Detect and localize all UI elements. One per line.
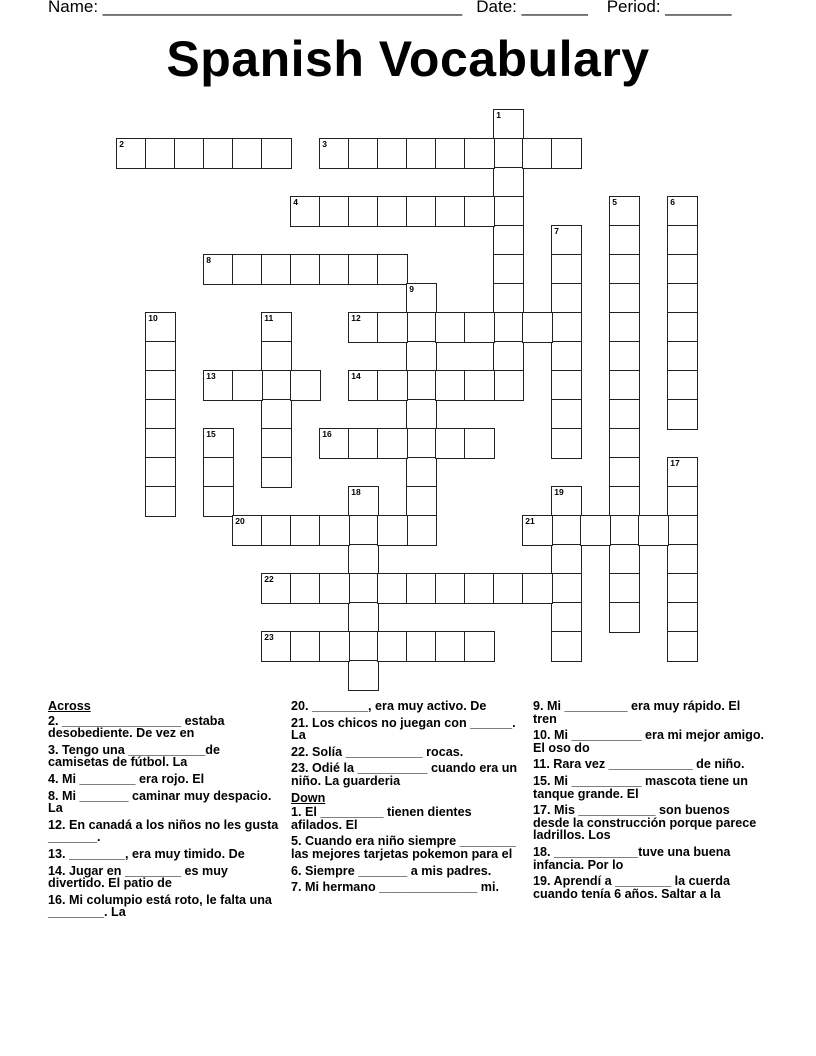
grid-cell[interactable]: [493, 312, 524, 343]
grid-cell[interactable]: [667, 544, 698, 575]
grid-cell[interactable]: [609, 341, 640, 372]
clue-text: Mi ________ era rojo. El: [58, 771, 205, 786]
clue-text: ________, era muy timido. De: [65, 846, 245, 861]
clue-item: [48, 744, 280, 769]
grid-cell[interactable]: [290, 515, 321, 546]
grid-cell[interactable]: [261, 138, 292, 169]
grid-cell[interactable]: [609, 196, 640, 227]
grid-cell[interactable]: [609, 457, 640, 488]
grid-cell[interactable]: [290, 573, 321, 604]
clue-text: Cuando era niño siempre ________ las mejores tarjetas pokemon para el: [291, 834, 516, 861]
across-heading: Across: [48, 699, 91, 713]
grid-cell[interactable]: [435, 573, 466, 604]
clue-text: El _________ tienen dientes afilados. El: [291, 805, 472, 832]
grid-cell[interactable]: [464, 573, 495, 604]
clue-item: [291, 700, 523, 713]
grid-cell[interactable]: [406, 196, 437, 227]
clue-number: 6: [670, 197, 675, 208]
grid-cell[interactable]: [203, 370, 234, 401]
grid-cell[interactable]: [609, 370, 640, 401]
clue-number: 23.: [291, 761, 309, 776]
grid-cell[interactable]: [551, 486, 582, 517]
clue-number: 11.: [533, 757, 550, 772]
grid-cell[interactable]: [522, 573, 553, 604]
grid-cell[interactable]: [290, 631, 321, 662]
grid-cell[interactable]: [493, 167, 524, 198]
clue-number: 13: [206, 371, 216, 382]
grid-cell[interactable]: [261, 573, 292, 604]
clue-text: Odié la __________ cuando era un niño. La guarderia: [291, 761, 518, 788]
clue-number: 9: [409, 284, 414, 295]
clue-number: 4: [293, 197, 298, 208]
clue-number: 5: [612, 197, 617, 208]
grid-cell[interactable]: [348, 573, 379, 604]
clue-number: 13.: [48, 846, 66, 861]
grid-cell[interactable]: [145, 399, 176, 430]
clue-text: Mi __________ mascota tiene un tanque grande. El: [533, 773, 748, 801]
clue-number: 15: [206, 429, 216, 440]
grid-cell[interactable]: [522, 515, 553, 546]
clue-number: 19: [554, 487, 564, 498]
grid-cell[interactable]: [261, 254, 292, 285]
grid-cell[interactable]: [261, 312, 292, 343]
grid-cell[interactable]: [406, 573, 437, 604]
grid-cell[interactable]: [464, 312, 495, 343]
grid-cell[interactable]: [464, 196, 495, 227]
clue-number: 14.: [48, 863, 66, 878]
grid-cell[interactable]: [145, 370, 176, 401]
date-field[interactable]: Date: _______: [476, 0, 588, 16]
grid-cell[interactable]: [667, 486, 698, 517]
grid-cell[interactable]: [348, 312, 379, 343]
grid-cell[interactable]: [261, 341, 292, 372]
clue-text: En canadá a los niños no les gusta _______.: [48, 817, 279, 845]
grid-cell[interactable]: [145, 486, 176, 517]
clue-item: [48, 790, 280, 815]
clue-text: Mi __________ era mi mejor amigo. El oso do: [533, 728, 765, 755]
grid-cell[interactable]: [406, 312, 437, 343]
clue-text: Los chicos no juegan con ______. La: [291, 715, 516, 743]
clue-number: 12.: [48, 817, 66, 832]
grid-cell[interactable]: [522, 138, 553, 169]
grid-cell[interactable]: [551, 370, 582, 401]
grid-cell[interactable]: [464, 370, 495, 401]
clue-item: [291, 717, 523, 742]
clue-text: Mi hermano ______________ mi.: [301, 880, 499, 895]
period-field[interactable]: Period: _______: [606, 0, 732, 16]
grid-cell[interactable]: [667, 225, 698, 256]
grid-cell[interactable]: [493, 138, 524, 169]
grid-cell[interactable]: [609, 283, 640, 314]
grid-cell[interactable]: [319, 254, 350, 285]
grid-cell[interactable]: [406, 399, 437, 430]
grid-cell[interactable]: [609, 573, 640, 604]
grid-cell[interactable]: [348, 660, 379, 691]
grid-cell[interactable]: [667, 573, 698, 604]
grid-cell[interactable]: [319, 515, 350, 546]
grid-cell[interactable]: [667, 457, 698, 488]
clues-column-1: [48, 700, 280, 923]
clue-number: 18.: [533, 844, 551, 859]
grid-cell[interactable]: [406, 370, 437, 401]
grid-cell[interactable]: [667, 631, 698, 662]
grid-cell[interactable]: [551, 254, 582, 285]
name-field[interactable]: Name: ______________________________________: [48, 0, 463, 16]
grid-cell[interactable]: [551, 544, 582, 575]
clue-text: Solía ___________ rocas.: [308, 744, 464, 759]
grid-cell[interactable]: [377, 370, 408, 401]
grid-cell[interactable]: [609, 254, 640, 285]
clue-item: [48, 865, 280, 890]
clue-number: 4.: [48, 771, 59, 786]
clue-item: [533, 846, 765, 871]
grid-cell[interactable]: [435, 196, 466, 227]
grid-cell[interactable]: [464, 138, 495, 169]
clue-text: ________, era muy activo. De: [308, 699, 487, 713]
grid-cell[interactable]: [232, 515, 263, 546]
clue-text: Mi _______ caminar muy despacio. La: [48, 788, 272, 816]
grid-cell[interactable]: [261, 399, 292, 430]
grid-cell[interactable]: [609, 428, 640, 459]
grid-cell[interactable]: [232, 370, 263, 401]
grid-cell[interactable]: [551, 573, 582, 604]
grid-cell[interactable]: [667, 399, 698, 430]
grid-cell[interactable]: [435, 138, 466, 169]
grid-cell[interactable]: [145, 457, 176, 488]
grid-cell[interactable]: [406, 486, 437, 517]
grid-cell[interactable]: [406, 341, 437, 372]
clue-number: 10: [148, 313, 158, 324]
clue-item: [48, 894, 280, 919]
grid-cell[interactable]: [174, 138, 205, 169]
grid-cell[interactable]: [377, 254, 408, 285]
clue-number: 19.: [533, 874, 551, 889]
grid-cell[interactable]: [551, 631, 582, 662]
grid-cell[interactable]: [377, 428, 408, 459]
clue-number: 21: [525, 516, 535, 527]
grid-cell[interactable]: [348, 370, 379, 401]
grid-cell[interactable]: [377, 312, 408, 343]
grid-cell[interactable]: [551, 428, 582, 459]
grid-cell[interactable]: [348, 138, 379, 169]
grid-cell[interactable]: [609, 312, 640, 343]
grid-cell[interactable]: [203, 428, 234, 459]
grid-cell[interactable]: [406, 515, 437, 546]
grid-cell[interactable]: [290, 254, 321, 285]
grid-cell[interactable]: [435, 428, 466, 459]
grid-cell[interactable]: [290, 196, 321, 227]
grid-cell[interactable]: [145, 428, 176, 459]
grid-cell[interactable]: [261, 515, 292, 546]
grid-cell[interactable]: [609, 515, 640, 546]
clue-number: 21.: [291, 715, 309, 730]
clue-number: 3: [322, 139, 327, 150]
grid-cell[interactable]: [348, 428, 379, 459]
grid-cell[interactable]: [609, 486, 640, 517]
grid-cell[interactable]: [551, 399, 582, 430]
grid-cell[interactable]: [406, 138, 437, 169]
grid-cell[interactable]: [348, 602, 379, 633]
grid-cell[interactable]: [377, 515, 408, 546]
grid-cell[interactable]: [406, 283, 437, 314]
clue-number: 2: [119, 139, 124, 150]
clue-number: 16: [322, 429, 332, 440]
grid-cell[interactable]: [145, 341, 176, 372]
grid-cell[interactable]: [493, 254, 524, 285]
clues-column-2: [291, 700, 523, 898]
grid-cell[interactable]: [522, 312, 553, 343]
clue-number: 15.: [533, 773, 551, 788]
grid-cell[interactable]: [493, 196, 524, 227]
clue-number: 6.: [291, 863, 302, 878]
grid-cell[interactable]: [203, 486, 234, 517]
clue-text: Mi columpio está roto, le falta una ________. La: [48, 892, 272, 920]
grid-cell[interactable]: [261, 370, 292, 401]
grid-cell[interactable]: [551, 515, 582, 546]
clue-number: 5.: [291, 834, 302, 849]
clue-item: [533, 700, 765, 725]
grid-cell[interactable]: [261, 457, 292, 488]
grid-cell[interactable]: [493, 283, 524, 314]
grid-cell[interactable]: [377, 573, 408, 604]
grid-cell[interactable]: [493, 573, 524, 604]
grid-cell[interactable]: [667, 254, 698, 285]
grid-cell[interactable]: [348, 196, 379, 227]
grid-cell[interactable]: [609, 225, 640, 256]
clue-number: 11: [264, 313, 274, 324]
grid-cell[interactable]: [348, 254, 379, 285]
grid-cell[interactable]: [290, 370, 321, 401]
clue-number: 9.: [533, 699, 544, 713]
clue-item: [533, 729, 765, 754]
grid-cell[interactable]: [551, 225, 582, 256]
clue-item: [533, 775, 765, 800]
grid-cell[interactable]: [609, 602, 640, 633]
clue-text: Aprendí a ________ la cuerda cuando tenía 6 años. Saltar a la: [533, 874, 730, 901]
grid-cell[interactable]: [145, 138, 176, 169]
grid-cell[interactable]: [667, 602, 698, 633]
grid-cell[interactable]: [232, 254, 263, 285]
grid-cell[interactable]: [232, 138, 263, 169]
grid-cell[interactable]: [667, 312, 698, 343]
grid-cell[interactable]: [319, 428, 350, 459]
clue-item: [48, 819, 280, 844]
grid-cell[interactable]: [319, 196, 350, 227]
clue-item: [291, 762, 523, 787]
clue-item: [48, 773, 280, 786]
grid-cell[interactable]: [377, 138, 408, 169]
clue-number: 20: [235, 516, 245, 527]
clue-number: 17: [670, 458, 680, 469]
clue-number: 18: [351, 487, 361, 498]
clue-text: Siempre _______ a mis padres.: [301, 863, 492, 878]
clue-number: 20.: [291, 699, 309, 713]
grid-cell[interactable]: [435, 370, 466, 401]
grid-cell[interactable]: [667, 283, 698, 314]
clue-item: [48, 715, 280, 740]
grid-cell[interactable]: [609, 399, 640, 430]
grid-cell[interactable]: [638, 515, 669, 546]
grid-cell[interactable]: [464, 631, 495, 662]
clue-item: [291, 881, 523, 894]
grid-cell[interactable]: [406, 428, 437, 459]
clue-number: 22: [264, 574, 274, 585]
grid-cell[interactable]: [348, 515, 379, 546]
grid-cell[interactable]: [319, 631, 350, 662]
clue-text: Tengo una ___________de camisetas de fútbol. La: [48, 742, 220, 770]
clue-number: 16.: [48, 892, 66, 907]
grid-cell[interactable]: [493, 225, 524, 256]
clue-item: [48, 848, 280, 861]
grid-cell[interactable]: [551, 312, 582, 343]
grid-cell[interactable]: [406, 457, 437, 488]
grid-cell[interactable]: [203, 254, 234, 285]
grid-cell[interactable]: [145, 312, 176, 343]
grid-cell[interactable]: [203, 138, 234, 169]
grid-cell[interactable]: [319, 138, 350, 169]
clues-column-3: [533, 700, 765, 904]
grid-cell[interactable]: [667, 370, 698, 401]
grid-cell[interactable]: [348, 544, 379, 575]
grid-cell[interactable]: [493, 341, 524, 372]
grid-cell[interactable]: [435, 312, 466, 343]
clue-text: Mi _________ era muy rápido. El tren: [533, 699, 741, 726]
clue-item: [533, 804, 765, 842]
clue-item: [291, 865, 523, 878]
grid-cell[interactable]: [261, 428, 292, 459]
clue-number: 3.: [48, 742, 59, 757]
clue-text: Rara vez ____________ de niño.: [549, 757, 745, 772]
grid-cell[interactable]: [435, 631, 466, 662]
clue-item: [291, 806, 523, 831]
clue-number: 8: [206, 255, 211, 266]
clue-number: 7: [554, 226, 559, 237]
clue-number: 12: [351, 313, 361, 324]
grid-cell[interactable]: [116, 138, 147, 169]
clue-text: _________________ estaba desobediente. De vez en: [48, 713, 225, 741]
grid-cell[interactable]: [261, 631, 292, 662]
clue-number: 2.: [48, 713, 59, 728]
grid-cell[interactable]: [348, 631, 379, 662]
clue-number: 23: [264, 632, 274, 643]
grid-cell[interactable]: [203, 457, 234, 488]
clue-number: 8.: [48, 788, 59, 803]
clue-item: [533, 875, 765, 900]
grid-cell[interactable]: [551, 138, 582, 169]
grid-cell[interactable]: [580, 515, 611, 546]
grid-cell[interactable]: [667, 196, 698, 227]
clue-number: 1: [496, 110, 501, 121]
grid-cell[interactable]: [406, 631, 437, 662]
grid-cell[interactable]: [667, 515, 698, 546]
grid-cell[interactable]: [609, 544, 640, 575]
clue-item: [291, 746, 523, 759]
down-heading: Down: [291, 790, 326, 805]
clue-text: Jugar en ________ es muy divertido. El patio de: [48, 863, 228, 891]
grid-cell[interactable]: [493, 370, 524, 401]
grid-cell[interactable]: [377, 196, 408, 227]
grid-cell[interactable]: [319, 573, 350, 604]
clue-number: 22.: [291, 744, 309, 759]
grid-cell[interactable]: [551, 602, 582, 633]
page-title: Spanish Vocabulary: [166, 31, 650, 87]
clue-number: 10.: [533, 728, 551, 743]
clue-number: 14: [351, 371, 361, 382]
grid-cell[interactable]: [348, 486, 379, 517]
grid-cell[interactable]: [551, 283, 582, 314]
grid-cell[interactable]: [551, 341, 582, 372]
grid-cell[interactable]: [493, 109, 524, 140]
clue-item: [291, 835, 523, 860]
grid-cell[interactable]: [667, 341, 698, 372]
clue-number: 17.: [533, 803, 551, 818]
grid-cell[interactable]: [377, 631, 408, 662]
grid-cell[interactable]: [464, 428, 495, 459]
clue-text: ____________tuve una buena infancia. Por lo: [533, 844, 731, 872]
clue-item: [533, 758, 765, 771]
clue-text: Mis ___________ son buenos desde la construcción porque parece ladrillos. Los: [533, 803, 757, 843]
clue-number: 7.: [291, 880, 302, 895]
clue-number: 1.: [291, 805, 302, 820]
